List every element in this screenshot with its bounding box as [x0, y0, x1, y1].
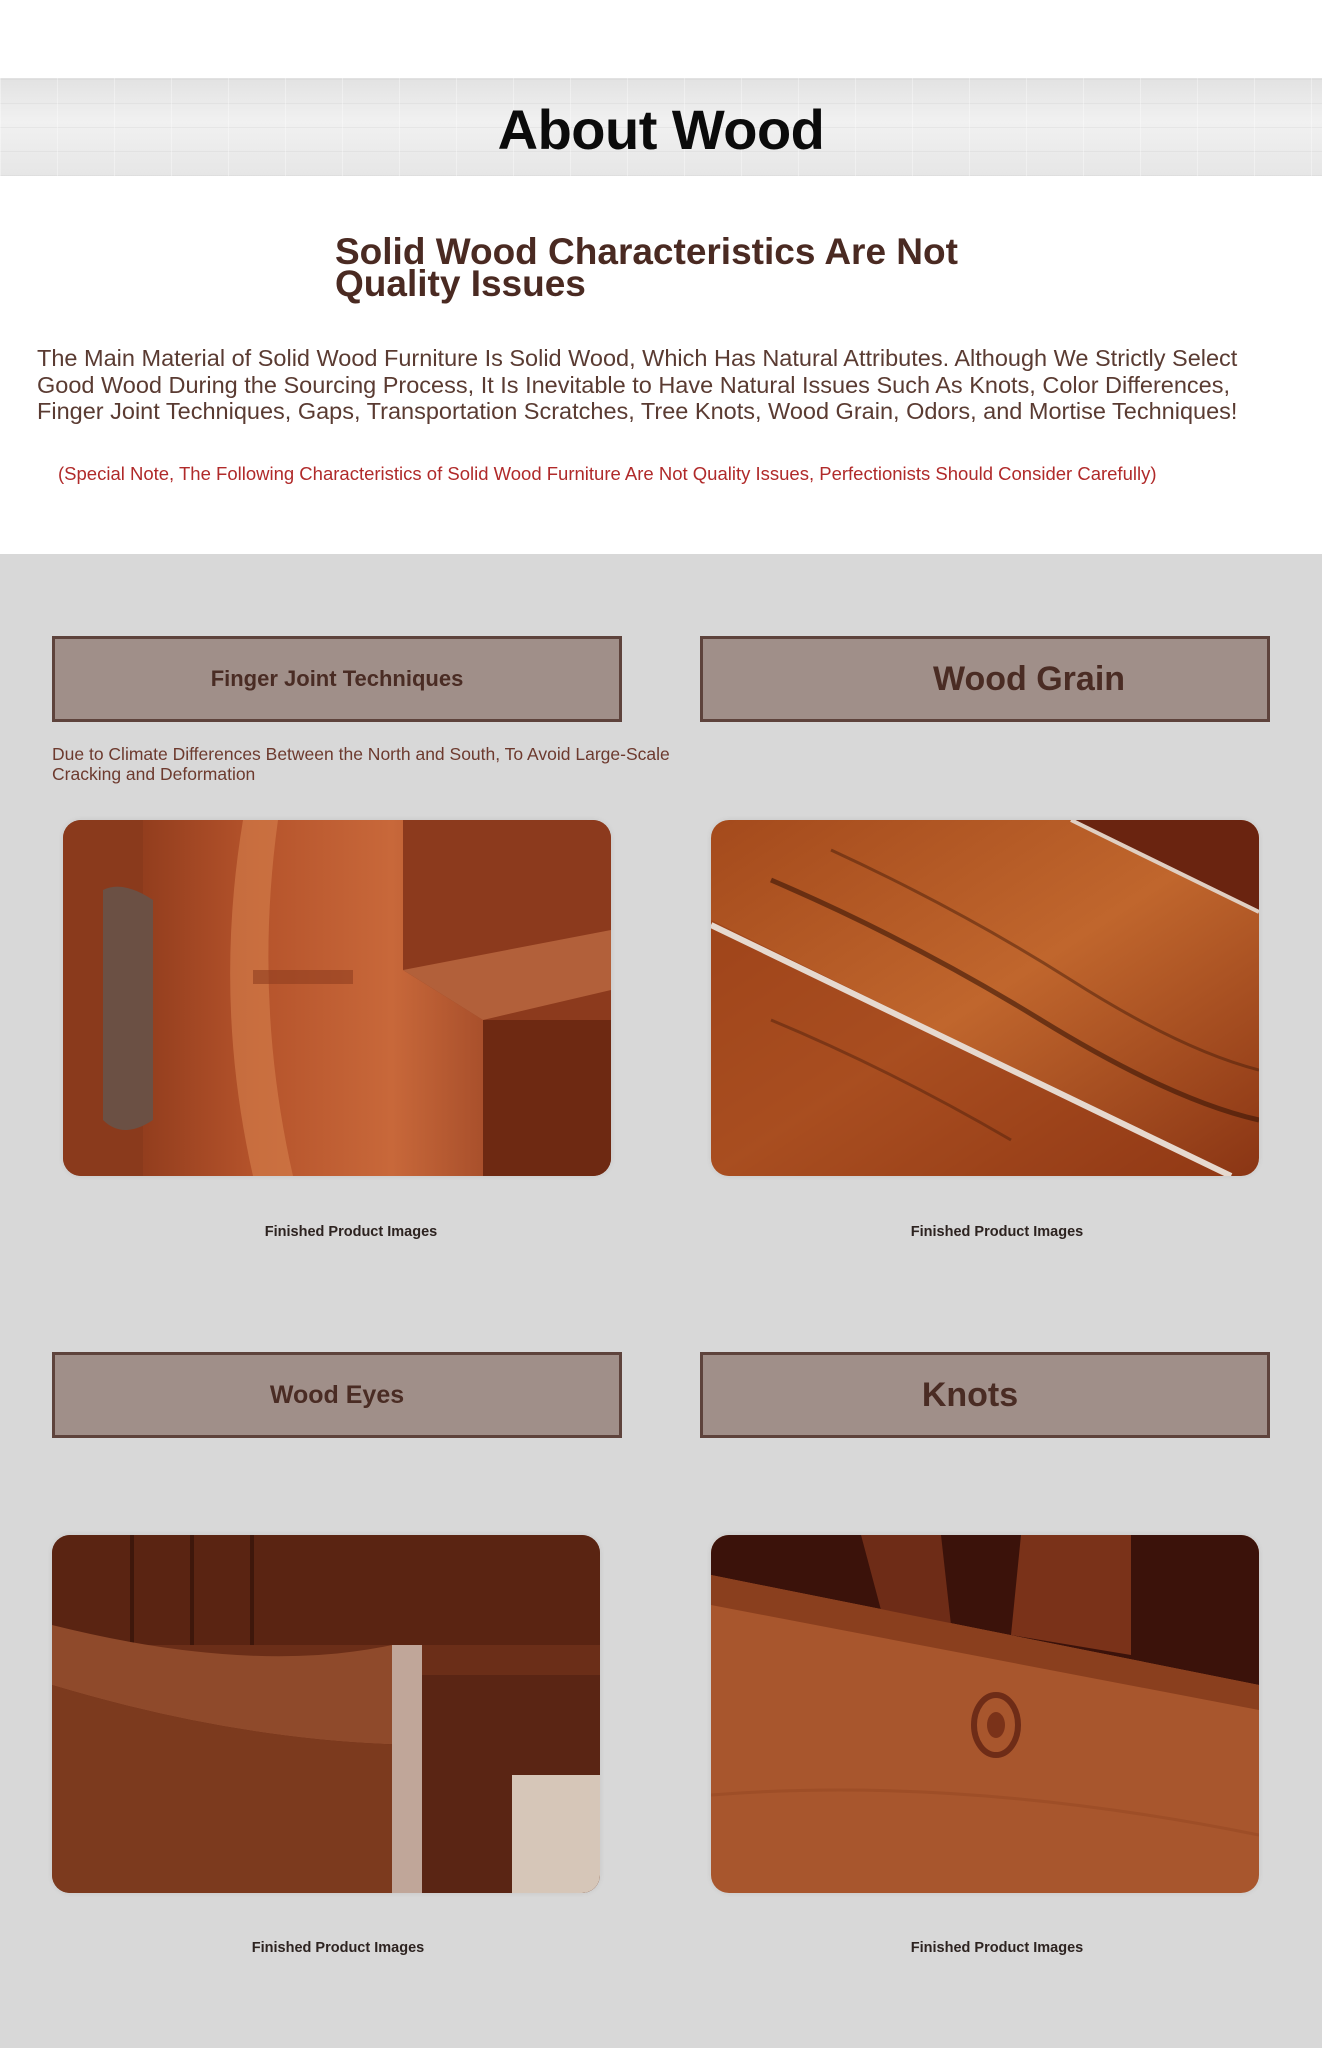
feature-caption-wood-eyes: Finished Product Images [251, 1940, 425, 1956]
section-subtitle: Solid Wood Characteristics Are Not Quality Issues [335, 231, 958, 304]
finger-joint-photo [63, 820, 611, 1176]
special-note: (Special Note, The Following Characteristics of Solid Wood Furniture Are Not Quality Issues, Perfectionists Should Consider Carefully) [58, 463, 1157, 484]
feature-caption-finger-joint: Finished Product Images [264, 1224, 438, 1240]
feature-caption-wood-grain: Finished Product Images [910, 1224, 1084, 1240]
feature-label-text: Knots [921, 1375, 1019, 1414]
feature-label-wood-grain [700, 636, 1270, 722]
feature-label-text: Finger Joint Techniques [210, 666, 464, 691]
feature-label-wood-eyes [52, 1352, 622, 1438]
feature-label-knots [700, 1352, 1270, 1438]
feature-label-finger-joint [52, 636, 622, 722]
wood-eyes-photo [52, 1535, 600, 1893]
header-banner [0, 78, 1322, 176]
wood-grain-photo [711, 820, 1259, 1176]
feature-description-finger-joint: Due to Climate Differences Between the North and South, To Avoid Large-Scale Cracking and Deformation [52, 744, 670, 784]
page-title: About Wood [497, 98, 825, 161]
intro-paragraph: The Main Material of Solid Wood Furniture Is Solid Wood, Which Has Natural Attributes. Although We Strictly Select Good Wood During the Sourcing Process, It Is Inevitable to Have Natural Issues Such As Knots, Color Differences, Finger Joint Techniques, Gaps, Transportation Scratches, Tree Knots, Wood Grain, Odors, and Mortise Techniques! [37, 345, 1238, 424]
feature-label-text: Wood Eyes [269, 1380, 405, 1409]
feature-caption-knots: Finished Product Images [910, 1940, 1084, 1956]
feature-label-text: Wood Grain [933, 659, 1126, 698]
knots-photo [711, 1535, 1259, 1893]
